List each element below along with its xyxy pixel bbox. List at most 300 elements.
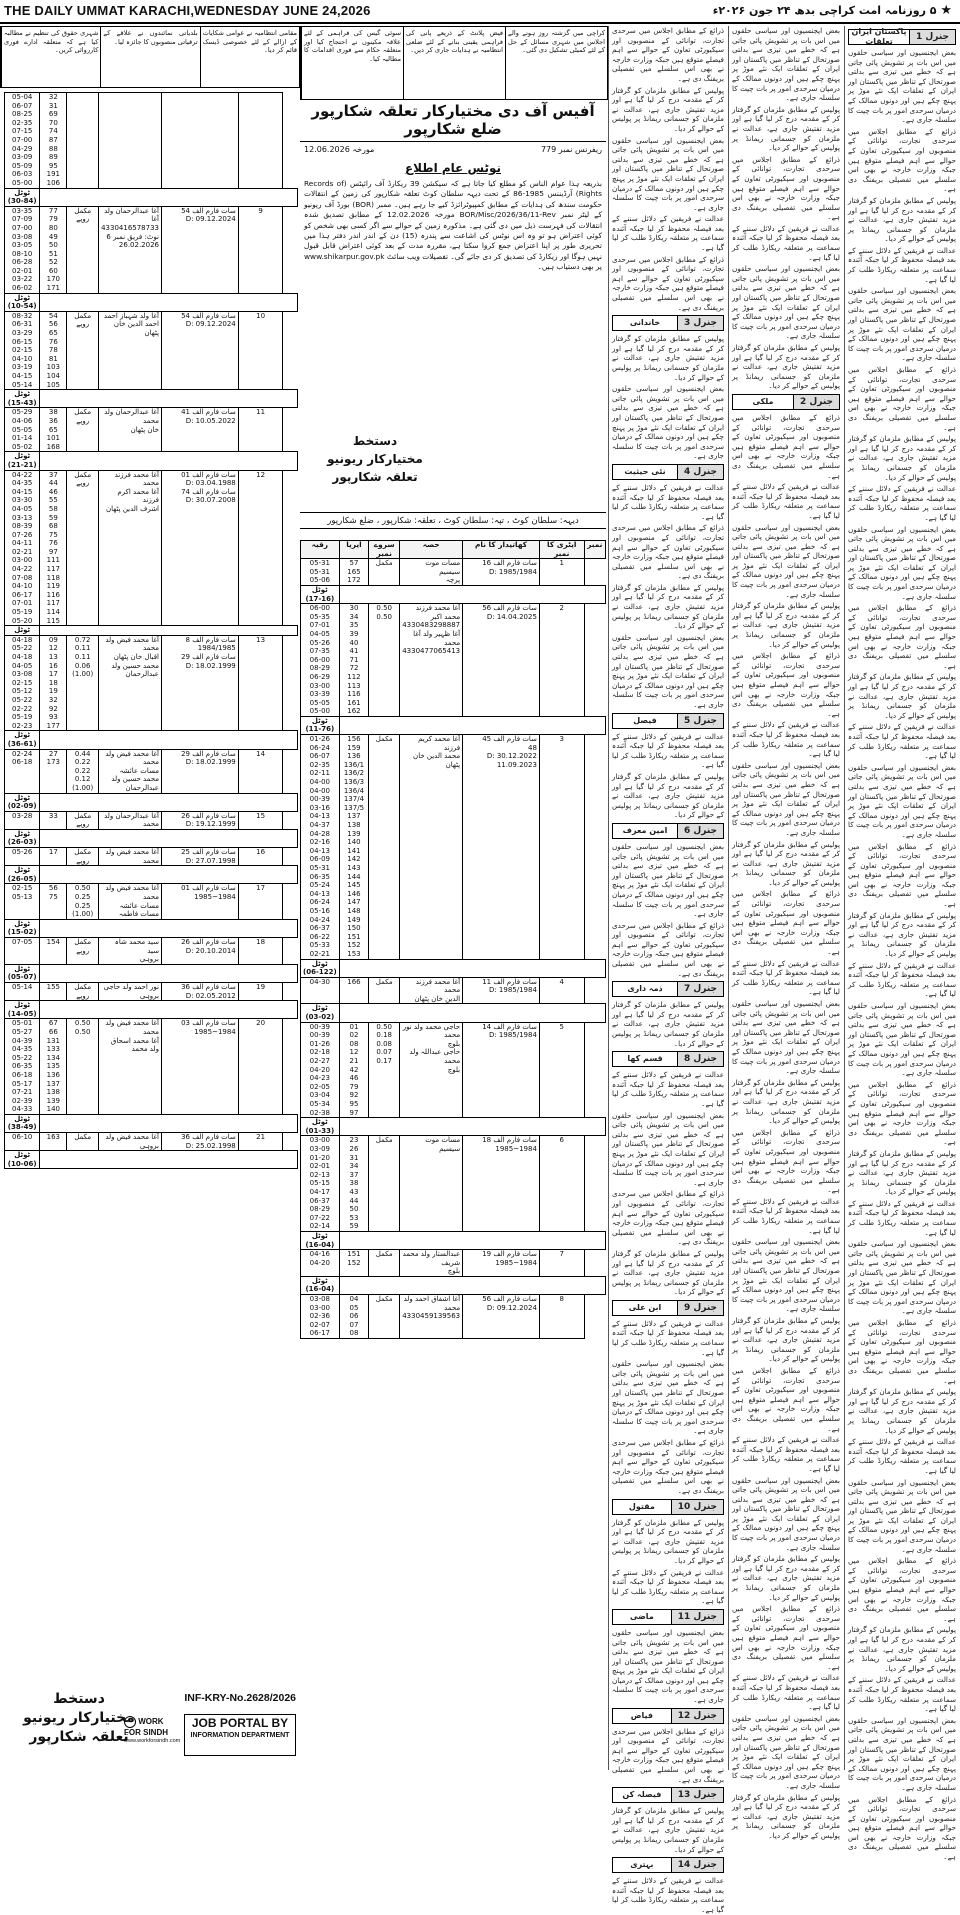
total-value: ٹوٹل (09-02) (5, 793, 40, 811)
area-cell-value: 08-29 (309, 1205, 331, 1214)
total-spacer (40, 731, 298, 749)
paragraph: عدالت نے فریقین کے دلائل سننے کے بعد فیصلہ محفوظ کر لیا جبکہ آئندہ سماعت پر متعلقہ ریکارڈ طلب کر لیا گیا ہے۔ (848, 245, 956, 284)
survey-cell-value: 135 (46, 1062, 61, 1071)
owner-cell (99, 206, 162, 293)
area-cell-value: 03-00 (309, 1136, 331, 1145)
survey-cell (40, 408, 67, 452)
area-cell-value: 03-08 (12, 232, 33, 241)
survey-cell-value: 149 (347, 915, 361, 924)
land-record-table-middle (300, 540, 606, 1339)
survey-cell-value: 65 (48, 329, 58, 338)
area-cell-value: 05-31 (309, 863, 331, 872)
survey-cell-value: 117 (46, 565, 61, 574)
area-cell-value: 04-13 (309, 846, 331, 855)
masthead-english: THE DAILY UMMAT KARACHI,WEDNESDAY JUNE 24,2026 (4, 3, 371, 18)
chapter-header: جنرل 7 ذمہ داری (612, 981, 724, 997)
table-row (301, 559, 606, 586)
paragraph: پولیس کے مطابق ملزمان کو گرفتار کر کے مقدمہ درج کر لیا گیا ہے اور مزید تفتیش جاری ہے، عدالت نے ملزمان کو جسمانی ریمانڈ پر پولیس کے حوالے کر دیا۔ (732, 601, 840, 649)
chapter-header: جنرل 4 نئی حیثیت (612, 464, 724, 480)
owner-cell (99, 93, 162, 189)
entry-cell-value: سات فارم الف 56 (482, 1295, 537, 1304)
share-cell-value: روپے (76, 416, 90, 425)
paragraph: ذرائع کے مطابق اجلاس میں سرحدی تجارت، توانائی کے منصوبوں اور سیکیورٹی تعاون کے حوالے سے اہم فیصلے متوقع ہیں جبکہ وزارت خارجہ نے بھی اس سلسلے میں تفصیلی بریفنگ دی ہے۔ (732, 651, 840, 718)
area-cell-value: 05-01 (12, 1019, 33, 1028)
row-number: 3 (539, 735, 584, 959)
survey-cell-value: 170 (46, 275, 61, 284)
total-spacer (339, 585, 605, 603)
area-cell-value: 05-22 (12, 695, 33, 704)
entry-cell-value: D: 09.12.2024 (185, 215, 236, 224)
area-cell-value: 05-06 (309, 576, 331, 585)
total-spacer (40, 1001, 298, 1019)
survey-cell-value: 80 (48, 223, 58, 232)
area-cell-value: 05-31 (309, 559, 331, 568)
area-cell-value: 05-19 (12, 608, 33, 617)
total-value: ٹوٹل (54-10) (5, 293, 40, 311)
entry-cell-value: D: 30.12.2022 (486, 752, 537, 761)
survey-cell-value: 89 (48, 153, 58, 162)
total-value: ٹوٹل (06-10) (5, 1151, 40, 1169)
paragraph: ذرائع کے مطابق اجلاس میں سرحدی تجارت، توانائی کے منصوبوں اور سیکیورٹی تعاون کے حوالے سے اہم فیصلے متوقع ہیں جبکہ وزارت خارجہ نے بھی اس سلسلے میں تفصیلی بریفنگ دی ہے۔ (848, 841, 956, 909)
entry-cell-value: سات فارم الف 26 (181, 938, 236, 946)
share-cell-value: 0.50 (74, 884, 91, 893)
masthead-urdu (713, 3, 952, 18)
survey-cell-value: 117 (46, 599, 61, 608)
survey-cell (40, 848, 67, 866)
share-cell-value: مکمل (74, 811, 92, 820)
entry-cell-value: D: 27.07.1998 (185, 856, 236, 865)
entry-cell (162, 470, 239, 626)
area-cell-value: 05-29 (12, 408, 33, 417)
area-cell-value: 05-00 (12, 178, 33, 187)
survey-cell-value: 136/4 (343, 786, 365, 795)
owner-cell-value: اقبال خان پٹھان (113, 653, 159, 661)
area-cell (5, 635, 40, 731)
portal-title: JOB PORTAL BY (191, 1716, 289, 1730)
entry-cell-value: D: 14.04.2025 (486, 612, 537, 621)
survey-cell (40, 206, 67, 293)
paragraph: پولیس کے مطابق ملزمان کو گرفتار کر کے مقدمہ درج کر لیا گیا ہے اور مزید تفتیش جاری ہے، عدالت نے ملزمان کو جسمانی ریمانڈ پر پولیس کے حوالے کر دیا۔ (848, 910, 956, 959)
row-number: 7 (539, 1250, 584, 1277)
area-cell-value: 08-39 (12, 522, 33, 531)
area-cell-value: 06-17 (12, 590, 33, 599)
paragraph: ذرائع کے مطابق اجلاس میں سرحدی تجارت، توانائی کے منصوبوں اور سیکیورٹی تعاون کے حوالے سے اہم فیصلے متوقع ہیں جبکہ وزارت خارجہ نے بھی اس سلسلے میں تفصیلی بریفنگ دی ہے۔ (732, 412, 840, 480)
owner-cell-value: آغا عبدالرحمان ولد محمد (104, 811, 159, 829)
share-cell (67, 811, 99, 829)
area-cell-value: 08-10 (12, 249, 33, 258)
entry-cell-value: D: 09.12.2024 (185, 320, 236, 329)
area-cell-value: 05-05 (12, 425, 33, 434)
area-cell-value: 05-27 (12, 1027, 33, 1036)
share-cell-value: مکمل (74, 206, 92, 215)
entry-cell (162, 938, 239, 965)
area-cell-value: 04-10 (12, 582, 33, 591)
owner-cell-value: آغا اشفاق احمد ولد محمد (403, 1295, 461, 1312)
area-cell (5, 982, 40, 1000)
area-cell-value: 03-29 (12, 329, 33, 338)
entry-cell (463, 1250, 540, 1277)
share-cell (369, 1022, 400, 1118)
paragraph: ذرائع کے مطابق اجلاس میں سرحدی تجارت، توانائی کے منصوبوں اور سیکیورٹی تعاون کے حوالے سے اہم فیصلے متوقع ہیں جبکہ وزارت خارجہ نے بھی اس سلسلے میں تفصیلی بریفنگ دی ہے۔ (848, 126, 956, 194)
survey-cell-value: 05 (349, 1303, 359, 1312)
owner-cell-value: 4330416578733 (101, 223, 159, 232)
area-cell-value: 03-09 (309, 1144, 331, 1153)
paragraph: پولیس کے مطابق ملزمان کو گرفتار کر کے مقدمہ درج کر لیا گیا ہے اور مزید تفتیش جاری ہے، عدالت نے ملزمان کو جسمانی ریمانڈ پر پولیس کے حوالے کر دیا۔ (848, 434, 956, 482)
owner-cell (400, 1022, 463, 1118)
share-cell-value: 0.12 (74, 775, 91, 784)
survey-cell-value: 59 (48, 513, 58, 522)
survey-cell-value: 67 (48, 1019, 58, 1028)
owner-cell (99, 982, 162, 1000)
survey-cell-value: 58 (48, 504, 58, 513)
entry-cell (162, 635, 239, 731)
total-row (5, 964, 298, 982)
logo-text: WORK FOR SINDH (124, 1717, 168, 1737)
paragraph: عدالت نے فریقین کے دلائل سننے کے بعد فیصلہ محفوظ کر لیا جبکہ آئندہ سماعت پر متعلقہ ریکارڈ طلب کر لیا گیا ہے۔ (612, 731, 724, 770)
news-snippet: بلدیاتی نمائندوں نے علاقے کے ترقیاتی منصوبوں کا جائزہ لیا۔ (100, 27, 199, 87)
survey-cell-value: 134 (46, 1053, 61, 1062)
share-cell (369, 735, 400, 959)
paragraph: ذرائع کے مطابق اجلاس میں سرحدی تجارت، توانائی کے منصوبوں اور سیکیورٹی تعاون کے حوالے سے اہم فیصلے متوقع ہیں جبکہ وزارت خارجہ نے بھی اس سلسلے میں تفصیلی بریفنگ دی ہے۔ (848, 603, 956, 670)
area-cell-value: 02-13 (309, 1170, 331, 1179)
entry-cell (162, 408, 239, 452)
area-cell-value: 02-05 (309, 1082, 331, 1091)
masthead-urdu-text: روزنامہ امت کراچی بدھ ۲۴ جون ۲۰۲۶ء (712, 4, 926, 17)
chapter-header: جنرل 11 ماضی (612, 1609, 724, 1625)
survey-cell-value: 27 (48, 749, 58, 758)
total-spacer (40, 188, 298, 206)
survey-cell-value: 147 (347, 898, 361, 907)
survey-cell (40, 93, 67, 189)
row-number: 14 (238, 749, 283, 793)
survey-cell-value: 152 (347, 1258, 361, 1267)
share-cell-value: (1.00) (72, 670, 94, 679)
area-cell-value: 03-00 (309, 681, 331, 690)
total-spacer (339, 1118, 605, 1136)
entry-cell-value: سات فارم الف 41 (181, 408, 236, 417)
area-cell-value: 05-16 (309, 906, 331, 915)
survey-cell-value: 173 (46, 758, 61, 767)
survey-cell (339, 1295, 369, 1339)
area-cell-value: 05-22 (12, 644, 33, 653)
chapter-header: جنرل 2 ملکی (732, 394, 840, 410)
entry-cell-value: D: 18.02.1999 (185, 661, 236, 670)
survey-cell-value: 103 (46, 363, 61, 372)
paragraph: پولیس کے مطابق ملزمان کو گرفتار کر کے مقدمہ درج کر لیا گیا ہے اور مزید تفتیش جاری ہے، عدالت نے ملزمان کو جسمانی ریمانڈ پر پولیس کے حوالے کر دیا۔ (732, 1077, 840, 1126)
news-snippet: فیض پلانٹ کے ذریعے پانی کی فراہمی یقینی بنانے کے لئے ضلعی انتظامیہ نے ہدایات جاری کر دیں۔ (403, 27, 505, 99)
signature-line: دستخط (53, 1691, 105, 1707)
area-cell-value: 02-36 (309, 1312, 331, 1321)
paragraph: ذرائع کے مطابق اجلاس میں سرحدی تجارت، توانائی کے منصوبوں اور سیکیورٹی تعاون کے حوالے سے اہم فیصلے متوقع ہیں جبکہ وزارت خارجہ نے بھی اس سلسلے میں تفصیلی بریفنگ دی ہے۔ (732, 1604, 840, 1671)
survey-cell-value: 191 (46, 170, 61, 179)
owner-cell-value: مسات عائشہ (119, 901, 159, 910)
share-cell-value: 0.25 (74, 901, 91, 910)
share-cell (369, 559, 400, 586)
paragraph: بعض ایجنسیوں اور سیاسی حلقوں میں اس بات پر تشویش پائی جاتی ہے کہ خطے میں تیزی سے بدلتی صورتحال کے تناظر میں پاکستان اور ایران کے تعلقات ایک نئے موڑ پر پہنچ چکے ہیں اور دونوں ممالک کے درمیان سرحدی امور پر بات چیت کا سلسلہ جاری ہے۔ (848, 286, 956, 363)
share-cell-value: روپے (76, 946, 90, 955)
paragraph: عدالت نے فریقین کے دلائل سننے کے بعد فیصلہ محفوظ کر لیا جبکہ آئندہ سماعت پر متعلقہ ریکارڈ طلب کر لیا گیا ہے۔ (732, 482, 840, 520)
survey-cell-value: 77 (48, 206, 58, 215)
survey-cell-value: 60 (48, 266, 58, 275)
survey-cell (339, 1136, 369, 1232)
survey-cell-value: 150 (347, 924, 361, 933)
survey-cell-value: 40 (349, 638, 359, 647)
area-cell-value: 02-16 (309, 838, 331, 847)
share-cell-value: 0.44 (74, 749, 91, 758)
owner-cell (99, 1019, 162, 1115)
entry-cell-value: 1984/1985 (197, 644, 236, 653)
owner-cell-value: 4330459139563 (402, 1312, 461, 1321)
share-cell-value: (1.00) (72, 783, 94, 792)
paragraph: ذرائع کے مطابق اجلاس میں سرحدی تجارت، توانائی کے منصوبوں اور سیکیورٹی تعاون کے حوالے سے اہم فیصلے متوقع ہیں جبکہ وزارت خارجہ نے بھی اس سلسلے میں تفصیلی بریفنگ دی ہے۔ (612, 1189, 724, 1247)
entry-cell (463, 735, 540, 959)
area-cell-value: 02-15 (12, 678, 33, 687)
owner-cell-value: بروہی (139, 991, 159, 1000)
column-header: حصہ (400, 541, 463, 559)
paragraph: پولیس کے مطابق ملزمان کو گرفتار کر کے مقدمہ درج کر لیا گیا ہے اور مزید تفتیش جاری ہے، عدالت نے ملزمان کو جسمانی ریمانڈ پر پولیس کے حوالے کر دیا۔ (612, 1248, 724, 1297)
area-cell-value: 04-06 (12, 416, 33, 425)
area-cell-value: 04-05 (309, 629, 331, 638)
share-cell-value: مکمل (74, 1133, 92, 1142)
survey-cell-value: 04 (349, 1295, 359, 1304)
area-cell-value: 02-07 (309, 1320, 331, 1329)
area-cell-value: 07-09 (12, 215, 33, 224)
total-value: ٹوٹل (49-38) (5, 1114, 40, 1132)
owner-cell-value: نور احمد ولد حاجی (103, 982, 159, 991)
area-cell-value: 05-33 (309, 941, 331, 950)
share-cell (67, 1019, 99, 1115)
table-row (301, 1250, 606, 1277)
chapter-header: جنرل 6 امین معرف (612, 823, 724, 839)
survey-cell-value: 17 (48, 848, 58, 857)
area-cell-value: 04-10 (12, 354, 33, 363)
owner-cell-value: نوٹ: فریق نمبر 6 (106, 232, 159, 241)
total-row (301, 959, 606, 977)
survey-cell-value: 142 (347, 855, 361, 864)
paragraph: بعض ایجنسیوں اور سیاسی حلقوں میں اس بات پر تشویش پائی جاتی ہے کہ خطے میں تیزی سے بدلتی صورتحال کے تناظر میں پاکستان اور ایران کے تعلقات ایک نئے موڑ پر پہنچ چکے ہیں اور دونوں ممالک کے درمیان سرحدی امور پر بات چیت کا سلسلہ جاری ہے۔ (612, 1110, 724, 1187)
area-cell (301, 1295, 340, 1339)
masthead (0, 0, 960, 24)
area-cell-value: 05-14 (12, 380, 33, 389)
survey-cell-value: 12 (48, 644, 58, 653)
area-cell-value: 05-00 (309, 707, 331, 716)
area-cell-value: 03-35 (12, 206, 33, 215)
owner-cell (99, 1133, 162, 1151)
area-cell-value: 06-02 (12, 284, 33, 293)
owner-cell (99, 884, 162, 919)
reference-line (300, 142, 606, 157)
survey-cell-value: 46 (349, 1074, 359, 1083)
table-row (301, 735, 606, 959)
total-value: ٹوٹل (05-26) (5, 866, 40, 884)
survey-cell-value: 56 (48, 884, 58, 893)
column-header: نمبر (584, 541, 605, 559)
paragraph: بعض ایجنسیوں اور سیاسی حلقوں میں اس بات پر تشویش پائی جاتی ہے کہ خطے میں تیزی سے بدلتی صورتحال کے تناظر میں پاکستان اور ایران کے تعلقات ایک نئے موڑ پر پہنچ چکے ہیں اور دونوں ممالک کے درمیان سرحدی امور پر بات چیت کا سلسلہ جاری ہے۔ (848, 1477, 956, 1554)
total-row (301, 716, 606, 734)
share-cell-value: 0.18 (376, 1031, 392, 1040)
survey-cell-value: 68 (48, 522, 58, 531)
area-cell-value: 03-00 (12, 556, 33, 565)
area-cell-value: 05-14 (12, 982, 33, 991)
public-notice (300, 100, 606, 530)
area-cell-value: 03-22 (12, 275, 33, 284)
entry-cell-value: سات فارم الف 16 (482, 559, 537, 568)
column-header: کھاتیدار کا نام (463, 541, 540, 559)
share-cell (369, 977, 400, 1004)
survey-cell-value: 34 (349, 1162, 359, 1171)
area-cell-value: 04-35 (12, 1045, 33, 1054)
share-cell (67, 848, 99, 866)
paragraph: پولیس کے مطابق ملزمان کو گرفتار کر کے مقدمہ درج کر لیا گیا ہے اور مزید تفتیش جاری ہے، عدالت نے ملزمان کو جسمانی ریمانڈ پر پولیس کے حوالے کر دیا۔ (612, 582, 724, 631)
row-number: 1 (539, 559, 584, 586)
paragraph: ذرائع کے مطابق اجلاس میں سرحدی تجارت، توانائی کے منصوبوں اور سیکیورٹی تعاون کے حوالے سے اہم فیصلے متوقع ہیں جبکہ وزارت خارجہ نے بھی اس سلسلے میں تفصیلی بریفنگ دی ہے۔ (612, 523, 724, 581)
share-cell (369, 1136, 400, 1232)
area-cell-value: 05-15 (309, 1179, 331, 1188)
reference-number: ریفرنس نمبر 779 (540, 145, 602, 154)
area-cell-value: 00-39 (309, 1022, 331, 1031)
owner-cell-value: بلوچ (447, 1065, 461, 1074)
total-spacer (40, 829, 298, 847)
survey-cell-value: 146 (347, 889, 361, 898)
paragraph: بعض ایجنسیوں اور سیاسی حلقوں میں اس بات پر تشویش پائی جاتی ہے کہ خطے میں تیزی سے بدلتی صورتحال کے تناظر میں پاکستان اور ایران کے تعلقات ایک نئے موڑ پر پہنچ چکے ہیں اور دونوں ممالک کے درمیان سرحدی امور پر بات چیت کا سلسلہ جاری ہے۔ (732, 1713, 840, 1790)
area-cell-value: 06-37 (309, 924, 331, 933)
share-cell-value: مکمل (375, 735, 393, 744)
owner-cell-value: عبدالستار ولد محمد شریف (402, 1250, 461, 1267)
area-cell-value: 04-18 (12, 635, 33, 644)
total-value: ٹوٹل (16-17) (301, 585, 340, 603)
paragraph: بعض ایجنسیوں اور سیاسی حلقوں میں اس بات پر تشویش پائی جاتی ہے کہ خطے میں تیزی سے بدلتی صورتحال کے تناظر میں پاکستان اور ایران کے تعلقات ایک نئے موڑ پر پہنچ چکے ہیں اور دونوں ممالک کے درمیان سرحدی امور پر بات چیت کا سلسلہ جاری ہے۔ (732, 26, 840, 103)
entry-cell-value: D: 02.05.2012 (185, 991, 236, 1000)
survey-cell-value: 46 (48, 487, 58, 496)
entry-cell-value: D: 30.07.2008 (185, 496, 236, 505)
owner-cell-value: آغا محمد کریم فرزند (418, 735, 461, 752)
survey-cell-value: 69 (48, 110, 58, 119)
survey-cell-value: 65 (48, 425, 58, 434)
owner-cell-value: آغا محمد اسحاق ولد محمد (110, 1036, 159, 1054)
survey-cell-value: 81 (48, 354, 58, 363)
total-value: ٹوٹل (04-16) (301, 1231, 340, 1249)
area-cell-value: 06-15 (12, 337, 33, 346)
survey-cell-value: 118 (46, 573, 61, 582)
area-cell-value: 03-28 (12, 811, 33, 820)
share-cell-value: (1.00) (72, 910, 94, 919)
signature-line: مختیارکار ریونیو (327, 452, 423, 466)
survey-cell-value: 92 (349, 1091, 359, 1100)
land-record-table-left (4, 92, 298, 1169)
survey-cell-value: 137/4 (343, 795, 365, 804)
column-header: ایریا (339, 541, 369, 559)
news-column-1 (848, 26, 956, 1862)
area-cell-value: 07-01 (12, 599, 33, 608)
inf-number: INF-KRY-No.2628/2026 (184, 1692, 296, 1704)
survey-cell-value: 44 (48, 479, 58, 488)
paragraph: ذرائع کے مطابق اجلاس میں سرحدی تجارت، توانائی کے منصوبوں اور سیکیورٹی تعاون کے حوالے سے اہم فیصلے متوقع ہیں جبکہ وزارت خارجہ نے بھی اس سلسلے میں تفصیلی بریفنگ دی ہے۔ (848, 1794, 956, 1862)
share-cell (67, 884, 99, 919)
entry-cell (463, 977, 540, 1004)
table-row (301, 1022, 606, 1118)
area-cell (301, 1250, 340, 1277)
paragraph: پولیس کے مطابق ملزمان کو گرفتار کر کے مقدمہ درج کر لیا گیا ہے اور مزید تفتیش جاری ہے، عدالت نے ملزمان کو جسمانی ریمانڈ پر پولیس کے حوالے کر دیا۔ (612, 334, 724, 382)
area-cell-value: 04-39 (12, 1036, 33, 1045)
news-snippet: شہری حقوق کی تنظیم نے مطالبہ کیا ہے کہ متعلقہ ادارے فوری کارروائی کریں۔ (1, 27, 100, 87)
top-news-strip-left (0, 26, 300, 88)
survey-cell-value: 44 (349, 1196, 359, 1205)
paragraph: پولیس کے مطابق ملزمان کو گرفتار کر کے مقدمہ درج کر لیا گیا ہے اور مزید تفتیش جاری ہے، عدالت نے ملزمان کو جسمانی ریمانڈ پر پولیس کے حوالے کر دیا۔ (732, 1316, 840, 1364)
paragraph: ذرائع کے مطابق اجلاس میں سرحدی تجارت، توانائی کے منصوبوں اور سیکیورٹی تعاون کے حوالے سے اہم فیصلے متوقع ہیں جبکہ وزارت خارجہ نے بھی اس سلسلے میں تفصیلی بریفنگ دی ہے۔ (848, 1556, 956, 1623)
share-cell (67, 1133, 99, 1151)
survey-cell-value: 152 (347, 941, 361, 950)
owner-cell-value: محمد حسین ولد عبدالرحمان (111, 775, 159, 792)
row-number: 5 (539, 1022, 584, 1118)
area-cell-value: 04-15 (12, 372, 33, 380)
table-row (5, 93, 298, 189)
total-row (301, 1118, 606, 1136)
survey-cell (40, 749, 67, 793)
share-cell-value: 0.25 (74, 893, 91, 902)
paragraph: بعض ایجنسیوں اور سیاسی حلقوں میں اس بات پر تشویش پائی جاتی ہے کہ خطے میں تیزی سے بدلتی صورتحال کے تناظر میں پاکستان اور ایران کے تعلقات ایک نئے موڑ پر پہنچ چکے ہیں اور دونوں ممالک کے درمیان سرحدی امور پر بات چیت کا سلسلہ جاری ہے۔ (612, 384, 724, 461)
share-cell (67, 93, 99, 189)
row-number: 4 (539, 977, 584, 1004)
survey-cell-value: 71 (349, 655, 359, 664)
entry-cell (463, 1136, 540, 1232)
area-cell-value: 03-39 (309, 690, 331, 699)
owner-cell-value: بلوچ (447, 1267, 461, 1276)
survey-cell-value: 16 (48, 661, 58, 670)
area-cell-value: 03-09 (12, 153, 33, 162)
share-cell-value: روپے (76, 479, 90, 488)
notice-signature (300, 432, 450, 486)
area-cell-value: 06-31 (12, 320, 33, 329)
owner-cell-value: آغا محمد فیض ولد بروہی (105, 1133, 159, 1150)
area-cell-value: 06-17 (309, 1329, 331, 1338)
entry-cell (162, 811, 239, 829)
survey-cell-value: 57 (349, 559, 359, 568)
entry-cell-value: 1984~1985 (194, 1027, 236, 1036)
paragraph: بعض ایجنسیوں اور سیاسی حلقوں میں اس بات پر تشویش پائی جاتی ہے کہ خطے میں تیزی سے بدلتی صورتحال کے تناظر میں پاکستان اور ایران کے تعلقات ایک نئے موڑ پر پہنچ چکے ہیں اور دونوں ممالک کے درمیان سرحدی امور پر بات چیت کا سلسلہ جاری ہے۔ (848, 1239, 956, 1316)
area-cell-value: 06-29 (309, 672, 331, 681)
survey-cell-value: 95 (349, 1100, 359, 1108)
survey-cell-value: 139 (46, 1096, 61, 1105)
total-spacer (339, 1276, 605, 1294)
survey-cell-value: 76 (48, 337, 58, 346)
area-cell-value: 03-13 (12, 513, 33, 522)
paragraph: بعض ایجنسیوں اور سیاسی حلقوں میں اس بات پر تشویش پائی جاتی ہے کہ خطے میں تیزی سے بدلتی صورتحال کے تناظر میں پاکستان اور ایران کے تعلقات ایک نئے موڑ پر پہنچ چکے ہیں اور دونوں ممالک کے درمیان سرحدی امور پر بات چیت کا سلسلہ جاری ہے۔ (612, 1627, 724, 1705)
survey-cell-value: 51 (48, 249, 58, 258)
area-cell (5, 1019, 40, 1115)
area-cell-value: 03-05 (12, 241, 33, 250)
share-cell-value: مکمل (74, 982, 92, 991)
chapter-header: جنرل 10 مقتول (612, 1499, 724, 1515)
news-column-2 (732, 26, 840, 1840)
owner-cell-value: سید محمد شاہ سید (114, 938, 159, 955)
area-cell (5, 749, 40, 793)
signature-line: تعلقہ شکارپور (332, 470, 418, 484)
total-row (5, 1001, 298, 1019)
total-row (5, 1151, 298, 1169)
chapter-header: جنرل 1 پاکستان ایران تعلقات (848, 29, 956, 45)
area-cell-value: 08-25 (12, 110, 33, 119)
owner-cell-value: آغا محمد فرزند محمد اکبر (415, 604, 461, 621)
entry-cell-value: سات فارم الف 29 (181, 749, 236, 758)
share-cell-value: 0.11 (74, 644, 91, 653)
survey-cell-value: 119 (46, 582, 61, 591)
row-number: 13 (238, 635, 283, 731)
share-cell-value: 0.50 (74, 1019, 91, 1028)
table-row (5, 408, 298, 452)
signature-line: تعلقہ شکارپور (29, 1729, 129, 1745)
survey-cell-value: 74 (48, 127, 58, 136)
paragraph: عدالت نے فریقین کے دلائل سننے کے بعد فیصلہ محفوظ کر لیا جبکہ آئندہ سماعت پر متعلقہ ریکارڈ طلب کر لیا گیا ہے۔ (612, 1318, 724, 1357)
